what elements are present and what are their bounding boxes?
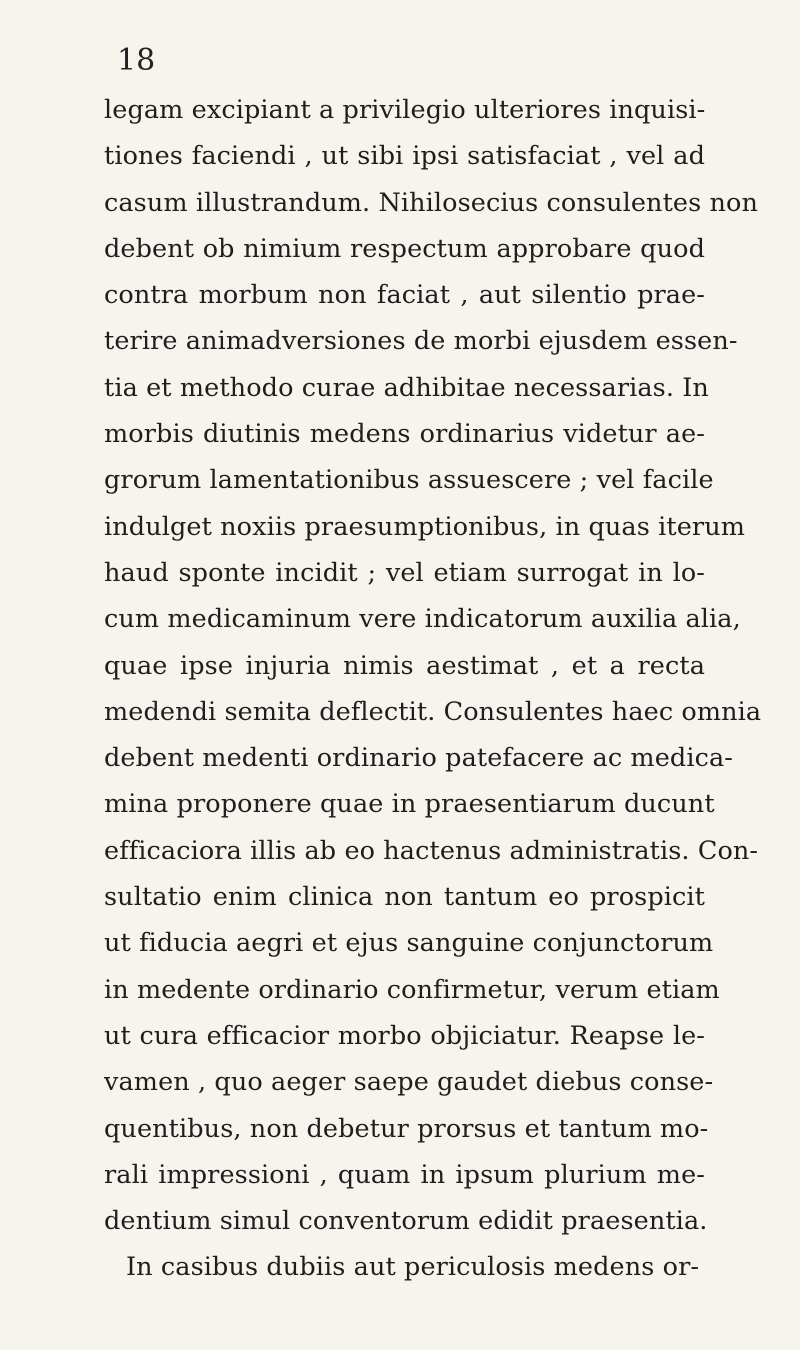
text-line: in medente ordinario confirmetur, verum etiam [104, 974, 720, 1005]
text-line: quae ipse injuria nimis aestimat , et a recta [104, 650, 705, 681]
text-line: rali impressioni , quam in ipsum plurium me- [104, 1159, 705, 1190]
text-line: In casibus dubiis aut periculosis medens or- [126, 1252, 700, 1283]
text-line: terire animadversiones de morbi ejusdem essen- [104, 326, 738, 357]
text-line: debent medenti ordinario patefacere ac medica- [104, 743, 733, 774]
text-line: dentium simul conventorum edidit praesentia. [104, 1206, 708, 1237]
page-number: 18 [117, 43, 156, 78]
text-line: casum illustrandum. Nihilosecius consulentes non [104, 187, 759, 218]
body-text [104, 87, 762, 1291]
text-line: haud sponte incidit ; vel etiam surrogat in lo- [104, 557, 705, 588]
text-line: tiones faciendi , ut sibi ipsi satisfaciat , vel ad [104, 141, 705, 172]
text-line: quentibus, non debetur prorsus et tantum mo- [104, 1113, 709, 1144]
text-line: medendi semita deflectit. Consulentes haec omnia [104, 696, 762, 727]
text-line: legam excipiant a privilegio ulteriores inquisi- [104, 95, 706, 125]
text-line: contra morbum non faciat , aut silentio prae- [104, 280, 705, 311]
text-line: cum medicaminum vere indicatorum auxilia alia, [104, 604, 741, 635]
text-line: grorum lamentationibus assuescere ; vel facile [104, 465, 714, 496]
text-line: ut cura efficacior morbo objiciatur. Reapse le- [104, 1020, 705, 1051]
text-line: efficaciora illis ab eo hactenus administratis. Con- [104, 835, 759, 866]
text-line: tia et methodo curae adhibitae necessarias. In [104, 372, 709, 403]
text-line: sultatio enim clinica non tantum eo prospicit [104, 882, 705, 913]
text-line: morbis diutinis medens ordinarius videtur ae- [104, 419, 705, 450]
text-line: ut fiducia aegri et ejus sanguine conjunctorum [104, 928, 714, 959]
text-line: mina proponere quae in praesentiarum ducunt [104, 789, 715, 820]
text-line: vamen , quo aeger saepe gaudet diebus conse- [104, 1067, 714, 1098]
text-line: indulget noxiis praesumptionibus, in quas iterum [104, 511, 746, 542]
text-line: debent ob nimium respectum approbare quod [104, 233, 705, 264]
